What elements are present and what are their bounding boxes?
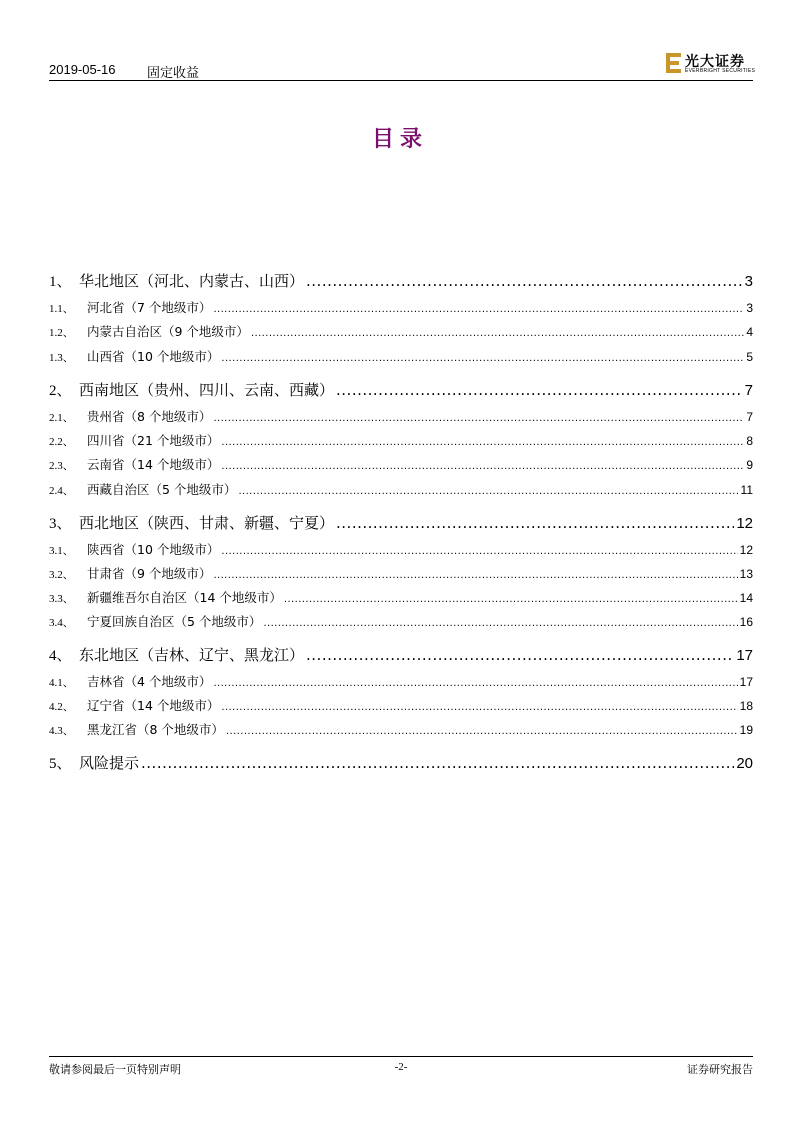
toc-dot-leader (213, 678, 737, 689)
toc-entry-number: 3.2、 (49, 569, 74, 581)
toc-dot-leader (251, 328, 744, 339)
toc-entry[interactable] (49, 540, 753, 560)
page-footer (49, 1061, 753, 1079)
toc-entry-page: 3 (746, 301, 753, 315)
toc-dot-leader (336, 514, 734, 532)
toc-dot-leader (306, 272, 743, 290)
toc-entry-number: 4.1、 (49, 677, 74, 689)
toc-entry-page: 12 (739, 543, 753, 557)
toc-entry-page: 19 (739, 723, 753, 737)
logo-name-cn: 光大证券 (685, 54, 745, 70)
toc-entry-label: 云南省（14 个地级市） (87, 457, 220, 472)
toc-entry[interactable] (49, 322, 753, 342)
toc-entry-page: 7 (746, 410, 753, 424)
toc-dot-leader (213, 413, 744, 424)
toc-entry-number: 4.2、 (49, 701, 74, 713)
toc-entry-label: 内蒙古自治区（9 个地级市） (87, 324, 249, 339)
toc-entry[interactable] (49, 347, 753, 367)
toc-entry-label: 四川省（21 个地级市） (87, 433, 220, 448)
toc-entry[interactable] (49, 480, 753, 500)
toc-entry-label: 新疆维吾尔自治区（14 个地级市） (87, 590, 282, 605)
toc-entry-label: 山西省（10 个地级市） (87, 349, 220, 364)
toc-entry-number: 5、 (49, 756, 72, 772)
toc-entry-number: 2、 (49, 383, 72, 399)
toc-entry-label: 华北地区（河北、内蒙古、山西） (79, 272, 305, 290)
header-divider (49, 80, 753, 81)
toc-entry[interactable] (49, 644, 753, 666)
toc-dot-leader (336, 381, 743, 399)
toc-dot-leader (213, 570, 737, 581)
toc-dot-leader (238, 486, 738, 497)
toc-entry-label: 黑龙江省（8 个地级市） (87, 722, 224, 737)
logo-name-en: EVERBRIGHT SECURITIES (685, 68, 756, 74)
toc-dot-leader (226, 726, 738, 737)
toc-dot-leader (221, 702, 737, 713)
toc-dot-leader (221, 546, 737, 557)
toc-entry-label: 吉林省（4 个地级市） (87, 674, 212, 689)
toc-dot-leader (141, 754, 734, 772)
toc-entry-label: 陕西省（10 个地级市） (87, 542, 220, 557)
toc-entry-label: 河北省（7 个地级市） (87, 300, 212, 315)
toc-entry-page: 12 (736, 515, 753, 532)
toc-entry-number: 3.1、 (49, 545, 74, 557)
toc-entry[interactable] (49, 379, 753, 401)
report-type: 证券研究报告 (687, 1063, 753, 1076)
toc-entry-page: 13 (739, 567, 753, 581)
toc-entry[interactable] (49, 270, 753, 292)
toc-entry-page: 9 (746, 458, 753, 472)
toc-entry-number: 1.1、 (49, 303, 74, 315)
toc-entry-page: 4 (746, 325, 753, 339)
toc-dot-leader (284, 594, 738, 605)
toc-entry-label: 贵州省（8 个地级市） (87, 409, 212, 424)
company-logo (665, 50, 755, 76)
toc-entry[interactable] (49, 588, 753, 608)
toc-entry-page: 11 (740, 483, 753, 497)
report-section: 固定收益 (147, 66, 200, 81)
page-number: -2- (394, 1061, 408, 1073)
toc-entry-number: 2.4、 (49, 485, 74, 497)
page-title: 目录 (371, 126, 428, 152)
toc-entry-page: 5 (746, 350, 753, 364)
toc-dot-leader (221, 437, 744, 448)
toc-entry-label: 风险提示 (79, 754, 140, 772)
toc-entry[interactable] (49, 612, 753, 632)
toc-entry-page: 14 (739, 591, 753, 605)
toc-entry-number: 1.2、 (49, 327, 74, 339)
toc-entry-page: 17 (736, 647, 753, 664)
toc-entry-page: 8 (746, 434, 753, 448)
page-header (49, 58, 756, 82)
toc-entry[interactable] (49, 407, 753, 427)
toc-entry[interactable] (49, 455, 753, 475)
toc-entry[interactable] (49, 298, 753, 318)
everbright-logo-icon (665, 52, 683, 74)
toc-entry-page: 16 (739, 615, 753, 629)
toc-entry-page: 18 (739, 699, 753, 713)
toc-entry-label: 西南地区（贵州、四川、云南、西藏） (79, 381, 335, 399)
toc-entry-number: 3.3、 (49, 593, 74, 605)
toc-entry-number: 4.3、 (49, 725, 74, 737)
toc-entry[interactable] (49, 752, 753, 774)
toc-entry-label: 东北地区（吉林、辽宁、黑龙江） (79, 646, 305, 664)
toc-dot-leader (306, 646, 734, 664)
toc-entry-number: 1.3、 (49, 352, 74, 364)
toc-dot-leader (263, 618, 737, 629)
toc-dot-leader (221, 353, 744, 364)
toc-entry-number: 3.4、 (49, 617, 74, 629)
toc-entry[interactable] (49, 512, 753, 534)
toc-dot-leader (221, 461, 744, 472)
toc-entry[interactable] (49, 672, 753, 692)
toc-entry-label: 西藏自治区（5 个地级市） (87, 482, 237, 497)
toc-entry-number: 4、 (49, 648, 72, 664)
toc-entry-number: 2.1、 (49, 412, 74, 424)
toc-dot-leader (213, 304, 744, 315)
toc-entry-page: 20 (736, 755, 753, 772)
toc-entry-number: 3、 (49, 516, 72, 532)
report-date: 2019-05-16 (49, 62, 116, 77)
toc-entry-label: 西北地区（陕西、甘肃、新疆、宁夏） (79, 514, 335, 532)
toc-entry-label: 甘肃省（9 个地级市） (87, 566, 212, 581)
toc-entry-number: 2.2、 (49, 436, 74, 448)
toc-entry-number: 2.3、 (49, 460, 74, 472)
toc-entry[interactable] (49, 431, 753, 451)
toc-entry[interactable] (49, 720, 753, 740)
toc-entry-page: 7 (744, 382, 753, 399)
toc-entry[interactable] (49, 696, 753, 716)
footer-divider (49, 1056, 753, 1057)
toc-entry-page: 17 (739, 675, 753, 689)
toc-entry[interactable] (49, 564, 753, 584)
disclaimer-note: 敬请参阅最后一页特别声明 (49, 1063, 181, 1076)
toc-entry-label: 辽宁省（14 个地级市） (87, 698, 220, 713)
toc-entry-label: 宁夏回族自治区（5 个地级市） (87, 614, 262, 629)
toc-entry-number: 1、 (49, 274, 72, 290)
toc-entry-page: 3 (744, 273, 753, 290)
